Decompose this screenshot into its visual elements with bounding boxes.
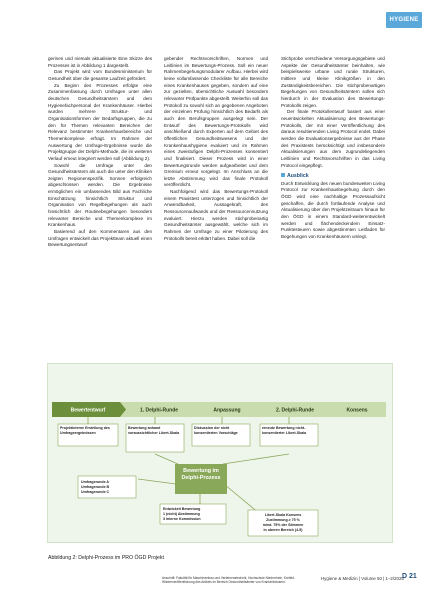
center-text-wrapper xyxy=(177,468,225,492)
note-text: Bewertung anhand voraussichtlicher Likert-Skala xyxy=(128,426,180,435)
left-box-line: Umfragerunde C xyxy=(81,490,110,494)
mid-box-line: 1 (nicht) Abstimmung xyxy=(163,512,200,516)
stage-label: 1. Delphi-Runde xyxy=(139,407,179,414)
paragraph: Sowohl die Umfrage unter den Gesundheitsämtern als auch die unter den Kliniken zeigten Regionenspezifik. Sonnen erfolgreich abgeschlossen werden. Die Ergebnisse ermöglichen ein umfassendes Bild aus Fachliche Einschätzung hinsichtlich Struktur und Organisation von Regelbegehungen als auch hinsichtlich der Routinebegehungen besonders relevanter Bereiche und Themenkomplexe im Krankenhaus. xyxy=(48,162,152,228)
note-text-wrapper xyxy=(262,426,316,446)
note-text-wrapper xyxy=(194,426,248,446)
paragraph: gerinen und niemals aktualisierte Eine Skizze des Prozesses ist in Abbildung 1 dargestellt. xyxy=(48,56,152,68)
note-text: erneute Bewertung nicht-konsentierter Likert-Skala xyxy=(262,426,307,435)
note-text: Diskussion der nicht konsentierten Vorschläge xyxy=(194,426,238,435)
footer-note: Anschrift: Fakultät für Maschinenbau und Verfahrenstechnik, Hochschule Niederrhein, Krefeld. Wiederveröffentlichung des Artikels im Bereich Gesundheitsämter von Krankenhäusern. xyxy=(162,576,295,585)
center-title: Bewertung im Delphi-Prozess xyxy=(181,468,221,481)
mid-box-line: Entwickelt Bewertung xyxy=(163,507,201,511)
section-title: Ausblick xyxy=(287,173,309,180)
delphi-diagram xyxy=(47,363,393,543)
figure-caption: Abbildung 2: Delphi-Prozess im PRO ÖGD Projekt xyxy=(48,555,164,561)
connector-line xyxy=(223,454,289,464)
section-badge: HYGIENE xyxy=(386,12,422,28)
paragraph: Durch Entwicklung des neuen bundesweiten Living Protocol zur Krankenhausbegehung durch den ÖGD wird eine nachhaltige Prozessaufsicht geschaffen, die durch fortlaufende Analyse und Aktualisierung über den Projektzeitraum hinaus für den ÖGD in einem Standard-weiterentwickelt werden und flächendeckendem Einsatz-Punktesteuern sowie abgestimmten Leitfaden für Begehungen von Krankenhäusern umlegt. xyxy=(281,180,385,240)
section-heading xyxy=(281,173,385,180)
left-box-line: Umfragerunde B xyxy=(81,485,110,489)
stage-label: 2. Delphi-Runde xyxy=(275,407,315,414)
paragraph: Stichprobe verschiedene Versorgungsgebiete und Aspekte der Gesundheitsämter beinhalten, wie beispielsweise urbane und rurale Strukturen, mittlere und kleine Klinikgrößen in den Zuständigkeitsbereichen. Die stichprobenartigen Begehungen von Gesundheitsämtern sollen sich hierdurch in der Evaluation des Bewertungs-Protokolls zeigen. xyxy=(281,56,385,108)
left-box-line: Umfragerunde A xyxy=(81,480,110,484)
stage-label: Konsens xyxy=(346,407,368,414)
connector-line xyxy=(138,479,176,484)
paragraph: Das Projekt wird vom Bundesministerium für Gesundheit über die gesamte Laufzeit gefördert. xyxy=(48,69,152,81)
journal-info: Hygiene & Medizin | Volume 50 | 1–2/2025 xyxy=(321,576,404,581)
stage-label: Bewertentwurf xyxy=(70,407,106,414)
stage-label: Anpassung xyxy=(213,407,241,414)
paragraph: Basierend auf den Kommentaren aus den Umfragen entwickelt das Projektteam aktuell einen Bewertungsentwurf xyxy=(48,229,152,248)
paragraph: Der finale Protokollentwurf basiert aus einer neuentwickelten Aktualisierung des Bewertungs-Protokolls, der mit einer Veröffentlichung des daraus resultierenden Living Protocol endet. Dabei werden die Evaluationsergebnisse aus der Phase des Praxistests berücksichtigt und insbesondere Aktualisierungen aus dem zugrundeliegenden Leitlinien und Rechtsvorschriften in das Living Protocol eingepflegt. xyxy=(281,109,385,168)
right-box-line: in oberen Bereich (4-5) xyxy=(263,528,303,532)
paragraph: gebender Rechtsvorschriften, Normen und Leitlinien im Bewertungs-Prozess. Soll ein neuer Rahmenbegehungsmodularer Aufbau. Hierbei wird keine vollumfassende Checkliste für alle Bereiche eines Krankenhauses gegeben, sondern auf eine zur gezielten, übersichtliche Auswahl besonders relevanter Prüfpunkte abgestellt. Weiterhin soll das Protokoll zu sowohl sich an gegebenen Angeboten der einzelnen Prüfung hinsichtlich des Bedarfs als auch den Berufsgruppen ausgelegt sein. Der Entwurf des Bewertungs-Protokolls wird anschließend durch Experten auf dem Gebiet des öffentlichen Gesundheitswesens und der Krankenhaushygiene evaluiert und im Rahmen eines zweistufigen Delphi-Prozesses konsentiert und finalisiert. Dieser Prozess wird in einer Bewertungsrunde werden aufgearbeitet und dem Gremium erneut vorgelegt. Im Anschluss an die letzte Abstimmung wird das finale Protokoll veröffentlicht. xyxy=(164,56,268,188)
right-box-line: mind. 75% der Stimmen xyxy=(262,523,304,527)
note-text-wrapper xyxy=(128,426,182,452)
note-text: Projektinterne Erstellung des Umfrageergebnissen xyxy=(60,426,110,435)
paragraph: Nachfolgend wird das Bewertungs-Protokoll einem Praxistest unterzogen und hinsichtlich der Anwendbarkeit, Aussagekraft, des Ressourcenaufwands und der Ressourcennutzung evaluiert. Hierzu werden stichprobenartig Gesundheitsämter ausgewählt, welche sich im Rahmen der Umfrage zu einer Pilotierung des Protokolls bereit erklärt haben. Dabei soll die xyxy=(164,189,268,241)
paragraph: Zu Beginn des Prozesses erfolgte eine Zusammenfassung durch Umfragen unter allen deutschen Gesundheitsämtern und dem Hygienefachpersonal der Krankenhäuser. Hierbei wurden mehrere Struktur- und Organisationsformen der Bedarfsgruppen, die zu den für Themen relevanten Bereichen der Relevanz bestimmter Krankenhausbereiche und Themenkomplexe erfragt. Im Rahmen der Auswertung der Umfrage-Ergebnisse wurde die Projektgruppe der Delphi-Methode, die im weiteren Verlauf erneut integriert werden soll (Abbildung 2). xyxy=(48,82,152,161)
page-number: D 21 xyxy=(402,573,417,580)
text-column-1 xyxy=(48,56,152,249)
note-text-wrapper xyxy=(60,426,116,446)
diagram-canvas xyxy=(48,364,392,542)
right-box-line: Zustimmung ≥ 75 % xyxy=(266,518,300,522)
square-bullet-icon xyxy=(281,173,285,177)
text-column-3 xyxy=(281,56,385,241)
right-box-line: Likert-Skala Konsens xyxy=(264,513,302,517)
mid-box-line: 3 interne Kommission xyxy=(163,517,201,521)
connector-line xyxy=(155,454,178,464)
text-column-2 xyxy=(164,56,268,242)
